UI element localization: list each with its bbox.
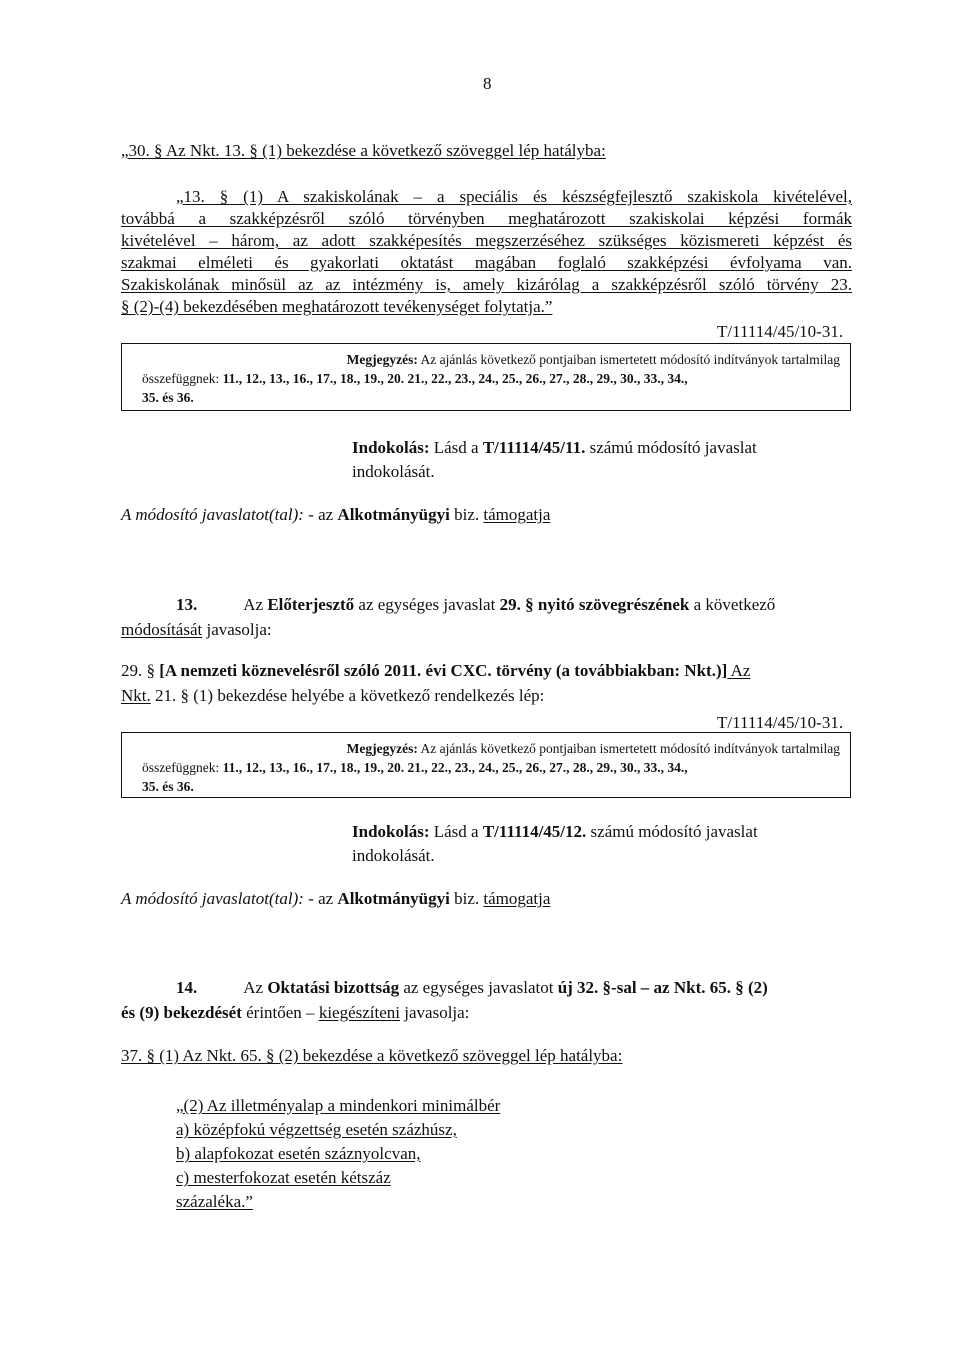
support-label: A módosító javaslatot(tal): bbox=[121, 889, 304, 908]
committee-name: Alkotmányügyi bbox=[337, 889, 450, 908]
justification-line-2: indokolását. bbox=[352, 462, 435, 481]
note-prefix: összefüggnek: bbox=[142, 760, 223, 775]
justification bbox=[352, 821, 758, 843]
support-line bbox=[121, 504, 550, 526]
item-text: a következő bbox=[689, 595, 776, 614]
justification-ref: T/11114/45/11. bbox=[482, 438, 586, 457]
para-line: § (2)-(4) bekezdésében meghatározott tevékenységet folytatja.” bbox=[121, 297, 553, 316]
section-heading-37: 37. § (1) Az Nkt. 65. § (2) bekezdése a következő szöveggel lép hatályba: bbox=[121, 1046, 623, 1065]
item-13-line-2 bbox=[121, 619, 272, 641]
proposer: Oktatási bizottság bbox=[267, 978, 400, 997]
justification-text: Lásd a bbox=[433, 438, 483, 457]
item-13-line-1 bbox=[176, 594, 775, 616]
item-text: javasolja: bbox=[202, 620, 272, 639]
provision-law: [A nemzeti köznevelésről szóló 2011. évi CXC. törvény (a továbbiakban: Nkt.)] bbox=[159, 661, 728, 680]
list-item: százaléka.” bbox=[176, 1192, 253, 1211]
item-target: 29. § nyitó szövegrészének bbox=[499, 595, 690, 614]
justification-text-2: számú módosító javaslat bbox=[586, 822, 758, 841]
provision-line-1 bbox=[121, 660, 750, 682]
committee-name: Alkotmányügyi bbox=[337, 505, 450, 524]
provision-line-2 bbox=[121, 685, 544, 707]
proposer: Előterjesztő bbox=[267, 595, 355, 614]
item-text: az egységes javaslat bbox=[354, 595, 500, 614]
note-items-end: 35. és 36. bbox=[142, 390, 194, 405]
page-number: 8 bbox=[483, 74, 492, 93]
para-line: kivételével – három, az adott szakképesítés megszerzéséhez szükséges közismereti képzést és bbox=[121, 231, 852, 250]
note-items: 11., 12., 13., 16., 17., 18., 19., 20. 21., 22., 23., 24., 25., 26., 27., 28., 29., 30., 33., 34., bbox=[222, 760, 688, 775]
item-text: az egységes javaslatot bbox=[399, 978, 558, 997]
provision-text: 21. § (1) bekezdése helyébe a következő rendelkezés lép: bbox=[150, 686, 545, 705]
support-label: A módosító javaslatot(tal): bbox=[121, 505, 304, 524]
support-line bbox=[121, 888, 550, 910]
justification-text: Lásd a bbox=[433, 822, 483, 841]
item-text: Az bbox=[243, 595, 268, 614]
note-prefix: összefüggnek: bbox=[142, 371, 223, 386]
item-number: 13. bbox=[176, 595, 198, 614]
note-line-3 bbox=[142, 777, 840, 796]
section-heading-30: „30. § Az Nkt. 13. § (1) bekezdése a következő szöveggel lép hatályba: bbox=[121, 141, 606, 160]
list-item: c) mesterfokozat esetén kétszáz bbox=[176, 1168, 391, 1187]
provision-ref: Az bbox=[727, 661, 751, 680]
paragraph-13 bbox=[121, 186, 852, 318]
note-line-1 bbox=[142, 739, 840, 758]
justification-ref: T/11114/45/12. bbox=[482, 822, 587, 841]
item-number: 14. bbox=[176, 978, 198, 997]
note-text: Az ajánlás következő pontjaiban ismertetett módosító indítványok tartalmilag bbox=[420, 352, 840, 367]
support-biz: biz. bbox=[449, 889, 484, 908]
para-line: szakmai elméleti és gyakorlati oktatást magában foglaló szakképzési évfolyama van. bbox=[121, 253, 852, 272]
item-text: Az bbox=[243, 978, 268, 997]
note-items: 11., 12., 13., 16., 17., 18., 19., 20. 21., 22., 23., 24., 25., 26., 27., 28., 29., 30., 33., 34., bbox=[222, 371, 688, 386]
support-verb: támogatja bbox=[483, 505, 551, 524]
list-item: b) alapfokozat esetén száznyolcvan, bbox=[176, 1144, 421, 1163]
item-text: érintően – bbox=[241, 1003, 319, 1022]
para-line: Szakiskolának minősül az az intézmény is, amely kizárólag a szakképzésről szóló törvény 23. bbox=[121, 275, 852, 294]
note-label: Megjegyzés: bbox=[346, 352, 418, 367]
item-target: új 32. §-sal – az Nkt. 65. § (2) bbox=[557, 978, 768, 997]
action-word: módosítását bbox=[121, 620, 203, 639]
justification-text-2: számú módosító javaslat bbox=[585, 438, 757, 457]
item-text: javasolja: bbox=[400, 1003, 470, 1022]
justification-label: Indokolás: bbox=[352, 438, 430, 457]
para-line: továbbá a szakképzésről szóló törvényben meghatározott szakiskolai képzési formák bbox=[121, 209, 852, 228]
amendment-text bbox=[176, 1095, 500, 1215]
note-line-1 bbox=[142, 350, 840, 369]
list-item: a) középfokú végzettség esetén százhúsz, bbox=[176, 1120, 457, 1139]
item-14-line-1 bbox=[176, 977, 768, 999]
provision-ref-2: Nkt. bbox=[121, 686, 151, 705]
item-14-line-2 bbox=[121, 1002, 469, 1024]
item-target-2: és (9) bekezdését bbox=[121, 1003, 242, 1022]
action-word: kiegészíteni bbox=[318, 1003, 401, 1022]
note-text: Az ajánlás következő pontjaiban ismertetett módosító indítványok tartalmilag bbox=[420, 741, 840, 756]
reference-number: T/11114/45/10-31. bbox=[717, 322, 844, 341]
note-line-3 bbox=[142, 388, 840, 407]
support-verb: támogatja bbox=[483, 889, 551, 908]
support-dash: - az bbox=[303, 505, 338, 524]
reference-number: T/11114/45/10-31. bbox=[717, 713, 844, 732]
note-line-2 bbox=[142, 758, 840, 777]
note-label: Megjegyzés: bbox=[346, 741, 418, 756]
note-box bbox=[121, 343, 851, 411]
note-box bbox=[121, 732, 851, 798]
provision-num: 29. § bbox=[121, 661, 160, 680]
justification-line-2: indokolását. bbox=[352, 846, 435, 865]
para-line: „13. § (1) A szakiskolának – a speciális és készségfejlesztő szakiskola kivételével, bbox=[176, 187, 852, 206]
list-item: „(2) Az illetményalap a mindenkori minimálbér bbox=[176, 1096, 501, 1115]
note-items-end: 35. és 36. bbox=[142, 779, 194, 794]
justification-label: Indokolás: bbox=[352, 822, 430, 841]
note-line-2 bbox=[142, 369, 840, 388]
justification bbox=[352, 437, 757, 459]
support-biz: biz. bbox=[449, 505, 484, 524]
support-dash: - az bbox=[303, 889, 338, 908]
